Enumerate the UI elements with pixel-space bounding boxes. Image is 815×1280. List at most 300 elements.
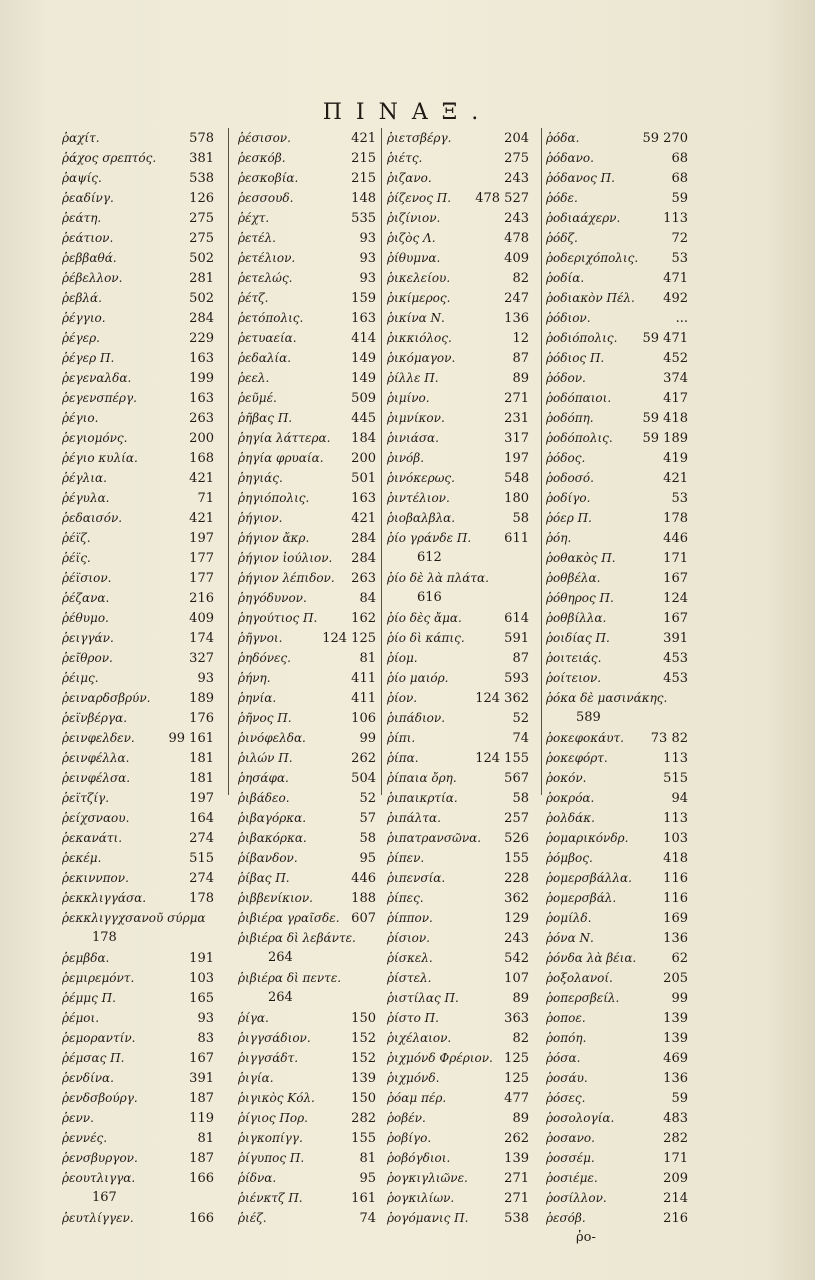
entry-page-number: 197 — [189, 531, 214, 546]
entry-name: ῥειναρδσβρύν. — [62, 691, 151, 705]
entry-page-number: 139 — [351, 1071, 376, 1086]
entry-name: ῥινιάσα. — [387, 431, 439, 445]
entry-page-number: 99 — [359, 731, 376, 746]
index-entry — [546, 848, 688, 868]
index-entry — [238, 548, 376, 568]
index-entry — [62, 768, 214, 788]
entry-page-number: 452 — [663, 351, 688, 366]
entry-name: ῥέσισον. — [238, 131, 291, 145]
index-entry — [387, 688, 529, 708]
index-entry — [546, 508, 688, 528]
entry-name: ῥαχίτ. — [62, 131, 100, 145]
index-entry — [238, 588, 376, 608]
entry-page-number: 59 418 — [642, 411, 688, 426]
entry-name: ῥικκιόλος. — [387, 331, 452, 345]
entry-name: ῥίο μαιόρ. — [387, 671, 449, 685]
entry-page-number: 284 — [189, 311, 214, 326]
entry-name: ῥίζενος Π. — [387, 191, 452, 205]
entry-page-number: 197 — [504, 451, 529, 466]
entry-page-number: 478 — [504, 231, 529, 246]
entry-page-number: 229 — [189, 331, 214, 346]
entry-page-number: 139 — [663, 1031, 688, 1046]
entry-name: ῥοδόπαιοι. — [546, 391, 612, 405]
entry-page-number: 411 — [351, 671, 376, 686]
entry-name: ῥέτζ. — [238, 291, 269, 305]
index-entry — [238, 368, 376, 388]
entry-page-number: 477 — [504, 1091, 529, 1106]
entry-name: ῥεμιρεμόντ. — [62, 971, 135, 985]
entry-name: ῥιέτς. — [387, 151, 423, 165]
entry-page-number: 418 — [663, 851, 688, 866]
entry-name: ῥάχος σρεπτός. — [62, 151, 157, 165]
entry-name: ῥιμίνο. — [387, 391, 430, 405]
entry-page-number: 116 — [663, 891, 688, 906]
entry-page-number: 526 — [504, 831, 529, 846]
index-entry — [387, 928, 529, 948]
entry-name: ῥέβελλον. — [62, 271, 123, 285]
entry-page-number: 103 — [189, 971, 214, 986]
index-entry — [238, 268, 376, 288]
entry-page-number: 136 — [663, 1071, 688, 1086]
entry-page-number: 542 — [504, 951, 529, 966]
entry-name: ῥοκρόα. — [546, 791, 595, 805]
entry-page-number: 52 — [512, 711, 529, 726]
index-entry — [238, 968, 376, 988]
index-entry — [387, 1008, 529, 1028]
entry-page-number: 95 — [359, 851, 376, 866]
entry-name: ῥηγούτιος Π. — [238, 611, 318, 625]
entry-name: ῥέγιο κυλία. — [62, 451, 138, 465]
entry-name: ῥίον. — [387, 691, 418, 705]
entry-name: ῥεκιννπον. — [62, 871, 129, 885]
entry-page-number: 74 — [512, 731, 529, 746]
index-entry — [62, 808, 214, 828]
entry-name: ῥεκανάτι. — [62, 831, 123, 845]
index-entry — [387, 1068, 529, 1088]
entry-page-number: 317 — [504, 431, 529, 446]
entry-name: ῥίο δὲ λὰ πλάτα. — [387, 571, 489, 585]
entry-name: ῥοσιέμε. — [546, 1171, 598, 1185]
entry-page-number: 164 — [189, 811, 214, 826]
index-entry — [546, 248, 688, 268]
entry-page-number: 274 — [189, 871, 214, 886]
index-entry — [387, 188, 529, 208]
index-entry — [546, 728, 688, 748]
entry-name: ῥηγιάς. — [238, 471, 283, 485]
index-entry — [62, 848, 214, 868]
index-entry — [546, 928, 688, 948]
entry-name: ῥιπάδιον. — [387, 711, 446, 725]
index-entry — [62, 568, 214, 588]
entry-name: ῥινόφελδα. — [238, 731, 306, 745]
entry-page-number: 535 — [351, 211, 376, 226]
entry-page-number: 167 — [663, 611, 688, 626]
entry-page-number: 453 — [663, 651, 688, 666]
entry-page-number: 82 — [512, 271, 529, 286]
entry-name: ῥογκιλίων. — [387, 1191, 455, 1205]
entry-name: ῥοδιόπολις. — [546, 331, 618, 345]
index-entry — [546, 328, 688, 348]
index-entry — [387, 348, 529, 368]
entry-name: ῥιπατρανσῶνα. — [387, 831, 482, 845]
entry-page-number: 200 — [189, 431, 214, 446]
index-entry — [546, 628, 688, 648]
entry-name: ῥογόμανις Π. — [387, 1211, 469, 1225]
index-entry — [387, 668, 529, 688]
entry-page-number: 271 — [504, 1171, 529, 1186]
index-entry — [546, 388, 688, 408]
entry-page-number: 205 — [663, 971, 688, 986]
entry-name: ῥετέλ. — [238, 231, 276, 245]
entry-page-number: 59 — [671, 191, 688, 206]
index-entry — [62, 348, 214, 368]
index-entry — [546, 1088, 688, 1108]
entry-name: ῥιγγσάδιον. — [238, 1031, 311, 1045]
index-entry — [238, 928, 376, 948]
index-entry — [546, 908, 688, 928]
index-entry — [238, 628, 376, 648]
entry-page-number: 68 — [671, 151, 688, 166]
entry-page-number: 275 — [189, 231, 214, 246]
index-entry — [546, 588, 688, 608]
entry-page-number: 99 161 — [168, 731, 214, 746]
entry-name: ῥέγυλα. — [62, 491, 110, 505]
entry-name: ῥιβάδεο. — [238, 791, 290, 805]
entry-name: ῥιπάλτα. — [387, 811, 441, 825]
index-entry — [387, 568, 529, 588]
entry-page-number: 167 — [189, 1051, 214, 1066]
index-entry — [238, 648, 376, 668]
index-entry — [62, 1148, 214, 1168]
entry-name: ῥιντέλιον. — [387, 491, 450, 505]
index-entry — [546, 1068, 688, 1088]
index-entry — [387, 1108, 529, 1128]
index-entry — [387, 1048, 529, 1068]
entry-name: ῥέμσας Π. — [62, 1051, 125, 1065]
index-entry — [546, 1028, 688, 1048]
entry-page-number: 71 — [197, 491, 214, 506]
entry-name: ῥεκέμ. — [62, 851, 102, 865]
index-entry — [62, 1028, 214, 1048]
entry-page-number: 184 — [351, 431, 376, 446]
entry-name: ῥοίτειον. — [546, 671, 602, 685]
index-entry — [238, 1168, 376, 1188]
index-entry — [387, 328, 529, 348]
entry-page-number: 515 — [663, 771, 688, 786]
index-entry — [387, 1028, 529, 1048]
entry-name: ῥιπενσία. — [387, 871, 446, 885]
entry-name: ῥοξολανοί. — [546, 971, 613, 985]
entry-page-number: 73 82 — [650, 731, 688, 746]
index-entry — [387, 808, 529, 828]
entry-name: ῥόδιον. — [546, 311, 591, 325]
entry-name: ῥεκκλιγγάσα. — [62, 891, 147, 905]
entry-page-number: 593 — [504, 671, 529, 686]
entry-name: ῥοσανο. — [546, 1131, 595, 1145]
entry-page-number: 243 — [504, 171, 529, 186]
entry-name: ῥόδον. — [546, 371, 586, 385]
entry-page-number: 567 — [504, 771, 529, 786]
entry-page-number: 52 — [359, 791, 376, 806]
entry-page-number: 381 — [189, 151, 214, 166]
index-entry-continuation: 178 — [92, 930, 117, 945]
entry-page-number: 136 — [663, 931, 688, 946]
entry-name: ῥόκα δὲ μασινάκης. — [546, 691, 668, 705]
entry-name: ῥιχέλαιον. — [387, 1031, 452, 1045]
index-entry — [546, 568, 688, 588]
entry-name: ῥόνα Ν. — [546, 931, 594, 945]
entry-page-number: 163 — [189, 351, 214, 366]
index-entry — [546, 768, 688, 788]
index-entry — [238, 748, 376, 768]
index-entry — [546, 348, 688, 368]
entry-name: ῥεγεναλδα. — [62, 371, 132, 385]
index-entry — [546, 168, 688, 188]
entry-name: ῥίγυπος Π. — [238, 1151, 305, 1165]
index-entry — [387, 748, 529, 768]
entry-name: ῥοβόγδιοι. — [387, 1151, 451, 1165]
entry-page-number: 453 — [663, 671, 688, 686]
entry-name: ῥίπα. — [387, 751, 419, 765]
index-entry — [62, 828, 214, 848]
entry-page-number: 214 — [663, 1191, 688, 1206]
entry-name: ῥήγιον. — [238, 511, 283, 525]
entry-page-number: 409 — [189, 611, 214, 626]
entry-name: ῥολδάκ. — [546, 811, 595, 825]
entry-name: ῥεσόβ. — [546, 1211, 586, 1225]
entry-page-number: 113 — [663, 211, 688, 226]
entry-page-number: 204 — [504, 131, 529, 146]
entry-name: ῥείχσναου. — [62, 811, 130, 825]
entry-name: ῥοδία. — [546, 271, 585, 285]
entry-page-number: 152 — [351, 1031, 376, 1046]
entry-name: ῥοιδίας Π. — [546, 631, 610, 645]
index-entry — [62, 168, 214, 188]
index-entry — [238, 308, 376, 328]
entry-page-number: 189 — [189, 691, 214, 706]
entry-page-number: 263 — [189, 411, 214, 426]
entry-page-number: 421 — [663, 471, 688, 486]
entry-page-number: 159 — [351, 291, 376, 306]
entry-name: ῥίστο Π. — [387, 1011, 439, 1025]
index-entry — [387, 888, 529, 908]
index-entry — [238, 848, 376, 868]
entry-name: ῥετυαεία. — [238, 331, 297, 345]
index-entry — [62, 468, 214, 488]
entry-name: ῥόερ Π. — [546, 511, 592, 525]
entry-name: ῥιγικὸς Κόλ. — [238, 1091, 315, 1105]
entry-name: ῥοποε. — [546, 1011, 586, 1025]
index-entry — [387, 908, 529, 928]
entry-name: ῥιέζ. — [238, 1211, 267, 1225]
entry-name: ῥιπαικρτία. — [387, 791, 458, 805]
entry-name: ῥησάφα. — [238, 771, 289, 785]
entry-page-number: 614 — [504, 611, 529, 626]
entry-name: ῥιοβαλβλα. — [387, 511, 456, 525]
entry-name: ῥέγλια. — [62, 471, 107, 485]
index-entry — [62, 988, 214, 1008]
entry-page-number: 106 — [351, 711, 376, 726]
entry-name: ῥοδιακὸν Πέλ. — [546, 291, 635, 305]
index-entry — [62, 888, 214, 908]
entry-page-number: 191 — [189, 951, 214, 966]
entry-page-number: 257 — [504, 811, 529, 826]
index-entry — [546, 948, 688, 968]
entry-page-number: 215 — [351, 151, 376, 166]
entry-name: ῥίομ. — [387, 651, 418, 665]
index-entry — [387, 648, 529, 668]
entry-name: ῥῆνος Π. — [238, 711, 292, 725]
entry-page-number: 174 — [189, 631, 214, 646]
index-entry — [546, 1128, 688, 1148]
entry-name: ῥέμμς Π. — [62, 991, 116, 1005]
index-entry — [62, 528, 214, 548]
entry-page-number: 611 — [504, 531, 529, 546]
entry-page-number: 83 — [197, 1031, 214, 1046]
entry-page-number: 271 — [504, 1191, 529, 1206]
index-entry — [238, 328, 376, 348]
entry-name: ῥιβαγόρκα. — [238, 811, 307, 825]
entry-page-number: 199 — [189, 371, 214, 386]
entry-name: ῥοσάυ. — [546, 1071, 588, 1085]
index-entry — [238, 1008, 376, 1028]
index-entry — [387, 628, 529, 648]
entry-page-number: 167 — [663, 571, 688, 586]
entry-page-number: 178 — [663, 511, 688, 526]
entry-page-number: 187 — [189, 1151, 214, 1166]
entry-page-number: 93 — [359, 231, 376, 246]
column-rule — [381, 128, 382, 795]
index-entry — [62, 328, 214, 348]
entry-name: ῥεβλά. — [62, 291, 102, 305]
entry-page-number: 107 — [504, 971, 529, 986]
entry-page-number: 216 — [663, 1211, 688, 1226]
entry-page-number: 155 — [351, 1131, 376, 1146]
entry-name: ῥιστίλας Π. — [387, 991, 459, 1005]
index-entry — [387, 428, 529, 448]
index-entry — [387, 848, 529, 868]
entry-page-number: 538 — [504, 1211, 529, 1226]
entry-name: ῥίο δὲς ἄμα. — [387, 611, 462, 625]
index-entry — [387, 528, 529, 548]
entry-page-number: 58 — [512, 511, 529, 526]
index-entry — [238, 568, 376, 588]
index-entry — [62, 368, 214, 388]
entry-page-number: 12 — [512, 331, 529, 346]
entry-page-number: 126 — [189, 191, 214, 206]
entry-name: ῥοθακὸς Π. — [546, 551, 616, 565]
entry-name: ῥίδνα. — [238, 1171, 277, 1185]
entry-page-number: 538 — [189, 171, 214, 186]
index-entry — [238, 448, 376, 468]
entry-name: ῥεκκλιγγχσανοῦ σύρμα — [62, 911, 206, 925]
entry-page-number: 275 — [189, 211, 214, 226]
entry-name: ῥίλλε Π. — [387, 371, 439, 385]
index-entry — [62, 708, 214, 728]
entry-page-number: 62 — [671, 951, 688, 966]
entry-name: ῥίπεν. — [387, 851, 425, 865]
entry-name: ῥινόκερως. — [387, 471, 455, 485]
entry-name: ῥιμνίκον. — [387, 411, 445, 425]
entry-name: ῥικίνα Ν. — [387, 311, 445, 325]
index-entry — [62, 128, 214, 148]
index-entry — [238, 1208, 376, 1228]
entry-name: ῥηνία. — [238, 691, 277, 705]
index-entry — [62, 148, 214, 168]
index-entry — [238, 408, 376, 428]
entry-name: ῥοπερσβείλ. — [546, 991, 620, 1005]
entry-name: ῥεουτλιγγα. — [62, 1171, 136, 1185]
index-entry — [62, 1168, 214, 1188]
entry-page-number: 87 — [512, 351, 529, 366]
index-entry — [546, 1208, 688, 1228]
index-entry — [387, 208, 529, 228]
index-entry — [62, 308, 214, 328]
index-entry — [546, 988, 688, 1008]
index-entry — [387, 768, 529, 788]
entry-page-number: 247 — [504, 291, 529, 306]
entry-name: ῥόσες. — [546, 1091, 586, 1105]
entry-page-number: 129 — [504, 911, 529, 926]
index-entry — [387, 248, 529, 268]
index-entry — [546, 188, 688, 208]
index-entry — [62, 548, 214, 568]
index-entry — [238, 808, 376, 828]
entry-name: ῥιζανο. — [387, 171, 432, 185]
entry-name: ῥοκεφόρτ. — [546, 751, 608, 765]
index-entry — [238, 248, 376, 268]
entry-name: ῥόδε. — [546, 191, 578, 205]
index-entry — [238, 148, 376, 168]
entry-name: ῥεδαισόν. — [62, 511, 123, 525]
index-entry — [546, 1188, 688, 1208]
entry-name: ῥῆβας Π. — [238, 411, 293, 425]
index-entry — [62, 508, 214, 528]
entry-name: ῥιλών Π. — [238, 751, 293, 765]
entry-page-number: 469 — [663, 1051, 688, 1066]
entry-name: ῥίπες. — [387, 891, 424, 905]
entry-name: ῥοιτειάς. — [546, 651, 602, 665]
entry-name: ῥομαρικόνδρ. — [546, 831, 629, 845]
entry-name: ῥίβανδον. — [238, 851, 298, 865]
entry-name: ῥενδίνα. — [62, 1071, 114, 1085]
index-entry — [387, 148, 529, 168]
entry-name: ῥοθβέλα. — [546, 571, 601, 585]
index-entry — [387, 128, 529, 148]
index-entry — [546, 488, 688, 508]
entry-page-number: 81 — [197, 1131, 214, 1146]
index-entry — [238, 1088, 376, 1108]
index-entry — [387, 1148, 529, 1168]
entry-page-number: 171 — [663, 1151, 688, 1166]
entry-name: ῥέθυμο. — [62, 611, 109, 625]
entry-name: ῥεννές. — [62, 1131, 108, 1145]
entry-name: ῥεελ. — [238, 371, 270, 385]
index-entry — [62, 388, 214, 408]
entry-name: ῥίο γράνδε Π. — [387, 531, 472, 545]
index-entry-continuation: 589 — [576, 710, 601, 725]
entry-page-number: 162 — [351, 611, 376, 626]
index-entry — [546, 888, 688, 908]
index-entry — [546, 288, 688, 308]
index-entry-continuation: 616 — [417, 590, 442, 605]
entry-name: ῥιγκοπίγγ. — [238, 1131, 303, 1145]
entry-name: ῥετέλιον. — [238, 251, 296, 265]
index-entry — [546, 1108, 688, 1128]
entry-name: ῥόδος. — [546, 451, 586, 465]
entry-name: ῥογκιγλιῶνε. — [387, 1171, 468, 1185]
entry-page-number: 124 362 — [475, 691, 529, 706]
